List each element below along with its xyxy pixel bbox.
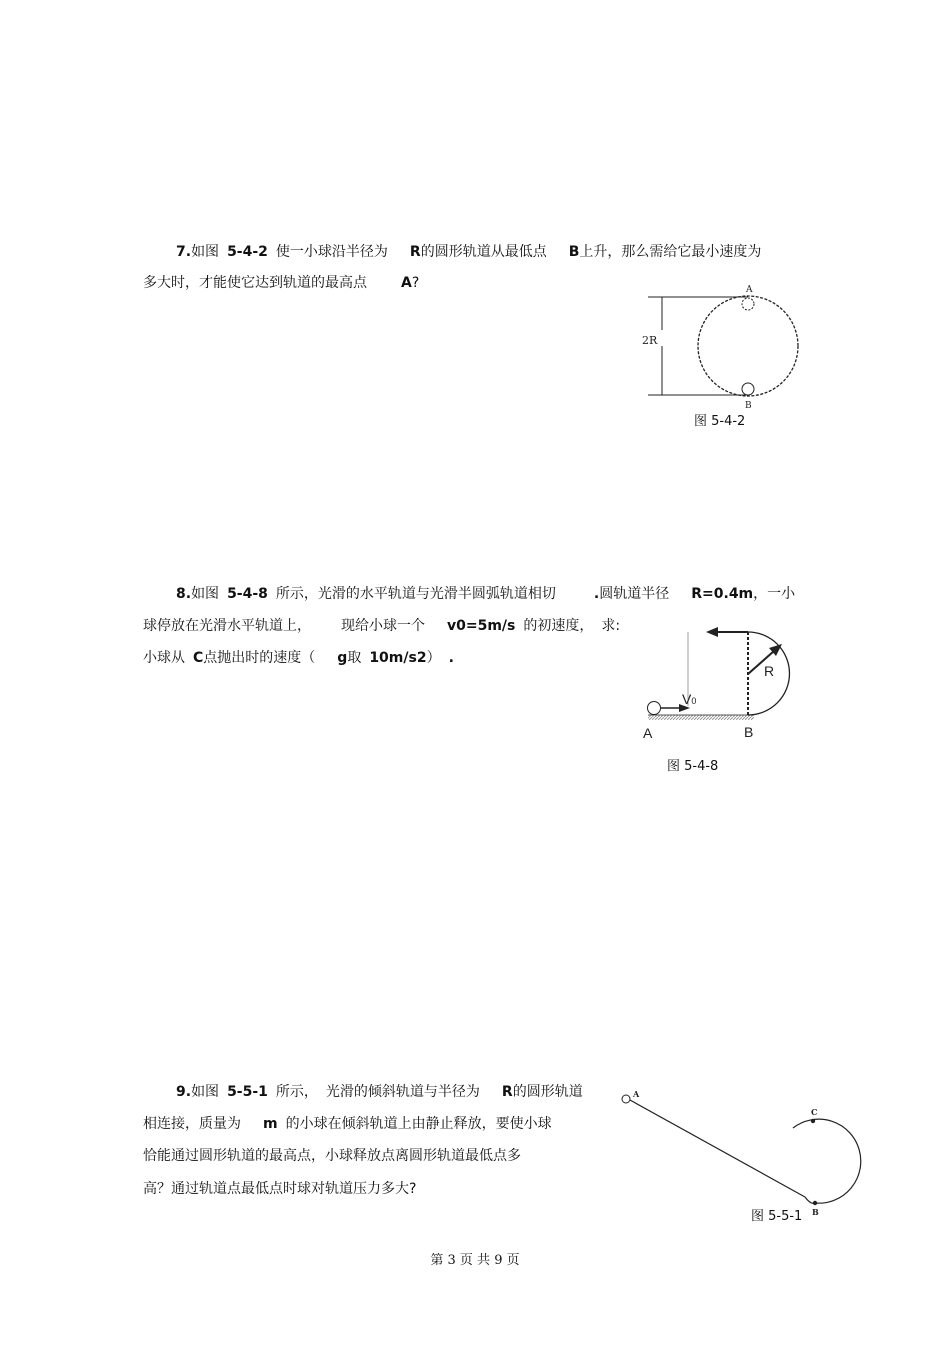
figure-caption-5-4-2: 图 5-4-2: [694, 414, 746, 429]
q8-line-2: 球停放在光滑水平轨道上， 现给小球一个 v0=5m/s 的初速度， 求:: [143, 618, 621, 634]
figure-label-b: B: [812, 1207, 819, 1217]
q9-line-4: 高？通过轨道点最低点时球对轨道压力多大?: [143, 1181, 417, 1197]
q8-line-3: 小球从 C点抛出时的速度（ g取 10m/s2） .: [143, 650, 454, 666]
q9-number: 9.: [176, 1084, 192, 1100]
figure-label-v0: V: [682, 691, 692, 707]
figure-label-a: A: [633, 1089, 640, 1099]
figure-label-b: B: [745, 401, 752, 411]
q9-line-1: 9.如图 5-5-1 所示， 光滑的倾斜轨道与半径为 R的圆形轨道: [176, 1084, 583, 1100]
q9-line-3: 恰能通过圆形轨道的最高点，小球释放点离圆形轨道最低点多: [143, 1148, 521, 1164]
figure-5-4-2: [640, 280, 840, 415]
figure-label-r: R: [764, 663, 775, 679]
q7-line-1: 7.如图 5-4-2 使一小球沿半径为 R的圆形轨道从最低点 B上升，那么需给它最小速度为: [176, 244, 762, 260]
figure-label-2r: 2R: [642, 334, 658, 347]
figure-label-a: A: [643, 725, 653, 741]
page-footer: 第 3 页 共 9 页: [430, 1253, 520, 1268]
figure-5-5-1: [615, 1088, 865, 1228]
q8-line-1: 8.如图 5-4-8 所示，光滑的水平轨道与光滑半圆弧轨道相切 .圆轨道半径 R=0.4m，一小: [176, 586, 796, 602]
figure-label-c: C: [811, 1107, 818, 1117]
figure-caption-5-4-8: 图 5-4-8: [667, 759, 719, 774]
figure-label-b: B: [744, 724, 754, 740]
q8-number: 8.: [176, 586, 192, 602]
q9-line-2: 相连接，质量为 m 的小球在倾斜轨道上由静止释放，要使小球: [143, 1116, 552, 1132]
figure-5-4-8: [640, 615, 810, 755]
q7-line-2: 多大时，才能使它达到轨道的最高点 A?: [143, 275, 420, 291]
figure-label-a: A: [746, 285, 753, 295]
svg-text:V0: V0: [682, 691, 697, 707]
figure-caption-5-5-1: 图 5-5-1: [751, 1209, 803, 1224]
q7-number: 7.: [176, 244, 192, 260]
